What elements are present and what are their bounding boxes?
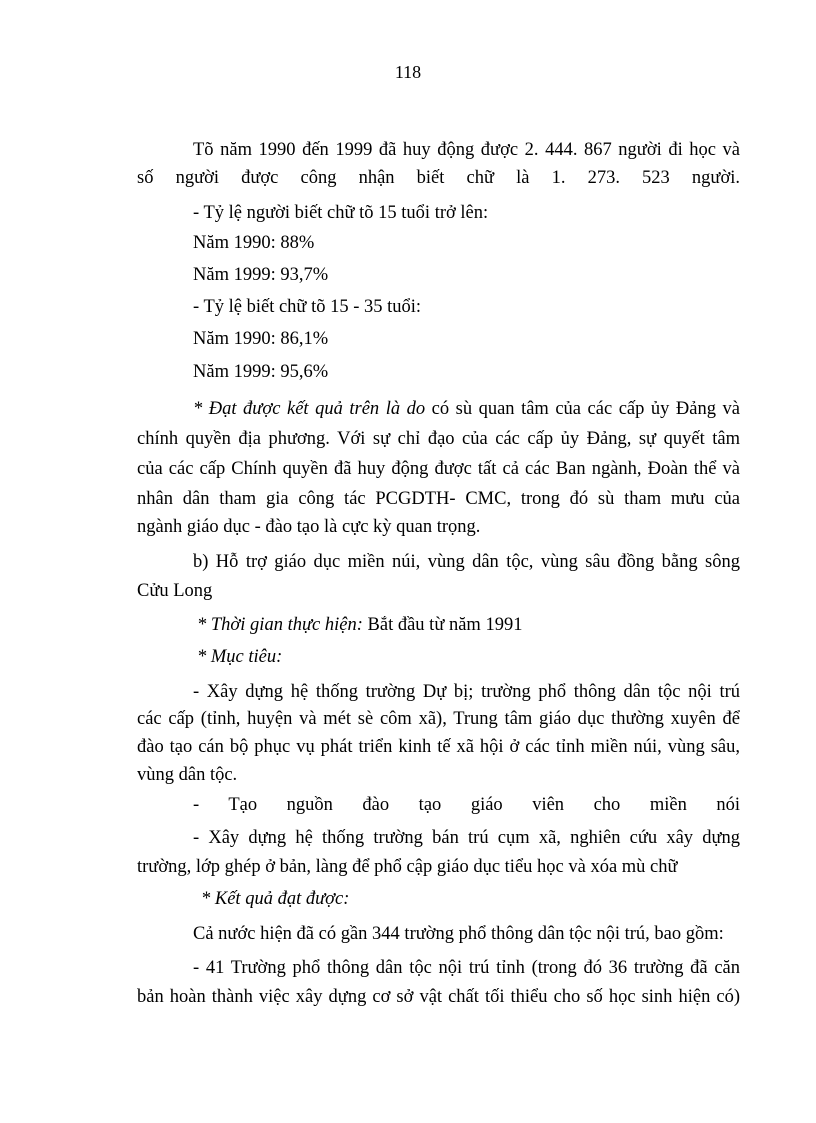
paragraph-line — [201, 886, 740, 912]
italic-lead: * Mục tiêu: — [197, 647, 283, 667]
paragraph-line: - Tỷ lệ biết chữ tõ 15 - 35 tuổi: — [193, 297, 422, 317]
paragraph-line: bản hoàn thành việc xây dựng cơ sở vật chất tối thiểu cho số học sinh hiện có) — [137, 987, 740, 1007]
paragraph-line: b) Hỗ trợ giáo dục miền núi, vùng dân tộc, vùng sâu đồng bằng sông — [193, 552, 740, 572]
paragraph-line: Năm 1990: 88% — [193, 233, 315, 253]
paragraph-line: trường, lớp ghép ở bản, làng để phổ cập giáo dục tiểu học và xóa mù chữ — [137, 857, 678, 877]
paragraph-line — [193, 396, 740, 422]
paragraph-line: ngành giáo dục - đào tạo là cực kỳ quan trọng. — [137, 517, 481, 537]
paragraph-line: Năm 1999: 95,6% — [193, 362, 329, 382]
paragraph-line — [197, 644, 740, 670]
paragraph-line: Năm 1999: 93,7% — [193, 265, 329, 285]
paragraph-line: - Tỷ lệ người biết chữ tõ 15 tuổi trở lên: — [193, 203, 489, 223]
paragraph-line: vùng dân tộc. — [137, 765, 238, 785]
line-rest: có sù quan tâm của các cấp ủy Đảng và — [425, 399, 740, 419]
paragraph-line: của các cấp Chính quyền đã huy động được tất cả các Ban ngành, Đoàn thể và — [137, 459, 740, 479]
paragraph-line: - Xây dựng hệ thống trường Dự bị; trường phổ thông dân tộc nội trú — [193, 682, 740, 702]
paragraph-line: Năm 1990: 86,1% — [193, 329, 329, 349]
paragraph-line: - Xây dựng hệ thống trường bán trú cụm xã, nghiên cứu xây dựng — [193, 828, 740, 848]
paragraph-line: các cấp (tỉnh, huyện và mét sè côm xã), Trung tâm giáo dục thường xuyên để — [137, 709, 740, 729]
paragraph-line: nhân dân tham gia công tác PCGDTH- CMC, trong đó sù tham mưu của — [137, 489, 740, 509]
paragraph-line: Cửu Long — [137, 581, 213, 601]
paragraph-line: Cả nước hiện đã có gần 344 trường phổ thông dân tộc nội trú, bao gồm: — [193, 924, 724, 944]
page-number: 118 — [394, 62, 422, 82]
paragraph-line: đào tạo cán bộ phục vụ phát triển kinh tế xã hội ở các tỉnh miền núi, vùng sâu, — [137, 737, 740, 757]
line-rest: Bắt đầu từ năm 1991 — [362, 615, 523, 635]
italic-lead: * Thời gian thực hiện: — [197, 615, 363, 635]
italic-lead: * Đạt được kết quả trên là do — [193, 399, 426, 419]
paragraph-line: chính quyền địa phương. Với sự chỉ đạo của các cấp ủy Đảng, sự quyết tâm — [137, 429, 740, 449]
paragraph-line: - Tạo nguồn đào tạo giáo viên cho miền nói — [193, 795, 740, 815]
paragraph-line — [197, 612, 740, 638]
paragraph-line: - 41 Trường phổ thông dân tộc nội trú tỉnh (trong đó 36 trường đã căn — [193, 958, 740, 978]
paragraph-line: Tõ năm 1990 đến 1999 đã huy động được 2. 444. 867 người đi học và — [193, 140, 740, 160]
italic-lead: * Kết quả đạt được: — [201, 889, 350, 909]
paragraph-line: số người được công nhận biết chữ là 1. 273. 523 người. — [137, 168, 740, 188]
